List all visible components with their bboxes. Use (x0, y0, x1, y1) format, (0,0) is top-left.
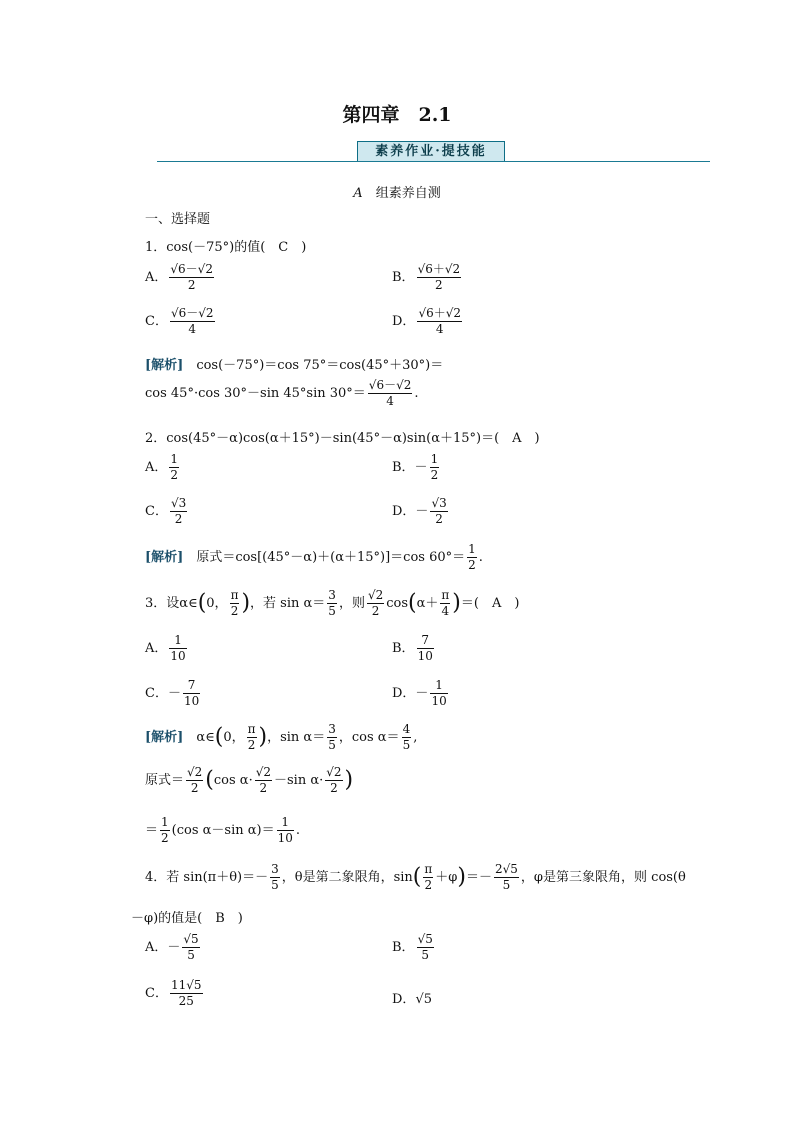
denominator: 10 (277, 831, 293, 845)
denominator: 4 (386, 394, 394, 408)
paren-left: ( (408, 590, 417, 616)
numerator: 1 (430, 678, 447, 694)
fraction (440, 588, 450, 619)
analysis-text: (cos α－sin α)＝ (171, 823, 275, 838)
fraction (230, 588, 240, 619)
fraction (169, 262, 214, 293)
fraction (423, 862, 433, 893)
header-divider (157, 161, 710, 162)
option-label: A． (145, 270, 168, 285)
q4-stem-line1 (145, 862, 686, 893)
denominator: 10 (183, 694, 200, 708)
analysis-tag: [解析] (145, 730, 184, 745)
numerator: √6－√2 (170, 306, 214, 320)
denominator: 5 (271, 878, 279, 892)
fraction (417, 306, 462, 337)
option-label: D．－ (392, 504, 429, 519)
numerator: √3 (431, 496, 447, 510)
fraction (368, 378, 413, 409)
analysis-text: , (413, 730, 418, 745)
option-label: B．－ (392, 460, 428, 475)
bracket-right: ) (258, 724, 268, 750)
analysis-text: ＝ (145, 823, 159, 838)
bracket-left: ( (197, 590, 207, 616)
denominator: 2 (468, 558, 476, 572)
denominator: 2 (161, 831, 169, 845)
numerator: 1 (161, 815, 169, 829)
option-label: B． (392, 270, 415, 285)
analysis-text: . (414, 386, 419, 401)
denominator: 2 (247, 738, 256, 752)
q3-stem (145, 588, 519, 619)
option-label: A． (145, 460, 168, 475)
numerator: √2 (326, 765, 342, 779)
group-text: 组素养自测 (375, 186, 441, 201)
option-label: C． (145, 314, 168, 329)
q2-analysis (145, 542, 483, 573)
numerator: 1 (170, 452, 179, 466)
fraction (255, 765, 272, 796)
fraction (417, 262, 462, 293)
fraction (430, 452, 440, 483)
analysis-tag: [解析] (145, 358, 184, 373)
analysis-text: α∈ (196, 730, 215, 745)
chapter-title: 第四章 2.1 (342, 104, 452, 126)
stem-text: ＝－ (465, 870, 492, 885)
q2-stem: 2．cos(45°－α)cos(α＋15°)－sin(45°－α)sin(α＋15°)＝( A ) (145, 431, 540, 446)
option-label: C． (145, 986, 168, 1001)
numerator: √6＋√2 (418, 306, 462, 320)
option-label: D． (392, 314, 416, 329)
numerator: √6－√2 (170, 262, 213, 276)
denominator: 5 (187, 948, 195, 962)
q2-option-b (392, 452, 441, 483)
denominator: 2 (430, 468, 439, 482)
q3-option-a (145, 633, 189, 664)
denominator: 5 (402, 738, 411, 752)
denominator: 2 (230, 604, 239, 618)
analysis-text: 原式＝ (145, 773, 185, 788)
section-banner: 素养作业·提技能 (357, 141, 505, 162)
numerator: π (424, 862, 433, 876)
fraction (402, 722, 412, 753)
fraction (186, 765, 203, 796)
option-label: A．－ (145, 940, 181, 955)
q2-option-d (392, 496, 450, 527)
stem-text: ＋φ (435, 870, 458, 885)
fraction (430, 496, 447, 527)
option-label: D．－ (392, 686, 429, 701)
fraction (183, 678, 200, 709)
fraction (170, 306, 215, 337)
denominator: 2 (435, 278, 443, 292)
fraction (170, 496, 187, 527)
analysis-text: cos 45°·cos 30°－sin 45°sin 30°＝ (145, 386, 366, 401)
numerator: 1 (430, 452, 439, 466)
denominator: 2 (259, 781, 268, 795)
stem-text: ，若 sin α＝ (250, 596, 326, 611)
numerator: 3 (328, 722, 336, 736)
fraction (325, 765, 342, 796)
stem-text: α＋ (416, 596, 439, 611)
denominator: 10 (170, 649, 186, 663)
denominator: 2 (424, 878, 433, 892)
q3-analysis-line3 (145, 815, 300, 846)
analysis-text: 原式＝cos[(45°－α)＋(α＋15°)]＝cos 60°＝ (196, 550, 466, 565)
fraction (247, 722, 257, 753)
numerator: 2√5 (495, 862, 518, 876)
stem-text: ＝( A ) (460, 596, 520, 611)
fraction (277, 815, 294, 846)
q3-option-c (145, 678, 202, 709)
denominator: 5 (328, 738, 336, 752)
stem-text: 0， (206, 596, 228, 611)
analysis-text: －sin α· (274, 773, 324, 788)
numerator: π (441, 588, 450, 602)
bracket-right: ) (241, 590, 251, 616)
option-label: B． (392, 940, 415, 955)
option-label: C．－ (145, 686, 181, 701)
option-label: B． (392, 641, 415, 656)
analysis-tag: [解析] (145, 550, 184, 565)
denominator: 2 (190, 781, 199, 795)
stem-text: ，θ是第二象限角，sin (281, 870, 413, 885)
numerator: 1 (169, 633, 186, 649)
denominator: 2 (187, 278, 196, 292)
denominator: 2 (330, 781, 338, 795)
fraction (367, 588, 384, 619)
analysis-text: cos(－75°)＝cos 75°＝cos(45°＋30°)＝ (196, 358, 444, 373)
analysis-text: ，sin α＝ (267, 730, 326, 745)
q1-stem: 1．cos(－75°)的值( C ) (145, 240, 307, 255)
q4-option-d (392, 988, 432, 1007)
fraction (270, 862, 280, 893)
analysis-text: cos α· (213, 773, 253, 788)
fraction (494, 862, 519, 893)
group-label (0, 182, 794, 201)
fraction (430, 678, 447, 709)
paren-right: ) (452, 590, 461, 616)
q4-stem-line2: －φ)的值是( B ) (131, 911, 243, 926)
analysis-text: 0， (223, 730, 245, 745)
denominator: 4 (435, 322, 444, 336)
denominator: 2 (435, 512, 443, 526)
numerator: 1 (468, 542, 476, 556)
numerator: √3 (170, 496, 187, 510)
q1-option-b (392, 262, 463, 293)
fraction (327, 588, 337, 619)
q1-analysis-line2 (145, 378, 419, 409)
stem-text: ，则 (338, 596, 365, 611)
numerator: 3 (271, 862, 279, 876)
numerator: √6＋√2 (417, 262, 461, 276)
numerator: √2 (187, 765, 203, 779)
analysis-text: . (478, 550, 483, 565)
paren-right: ) (344, 767, 354, 793)
stem-text: 3．设α∈ (145, 596, 198, 611)
denominator: 25 (178, 994, 194, 1008)
q3-option-d (392, 678, 450, 709)
denominator: 10 (431, 694, 447, 708)
fraction (160, 815, 170, 846)
numerator: 3 (328, 588, 336, 602)
denominator: 5 (502, 878, 511, 892)
fraction (417, 932, 434, 963)
denominator: 2 (371, 604, 380, 618)
q3-analysis-line1 (145, 722, 417, 753)
fraction (417, 633, 434, 664)
fraction (170, 978, 203, 1009)
option-label: C． (145, 504, 168, 519)
numerator: 7 (417, 633, 434, 649)
fraction (182, 932, 199, 963)
denominator: 2 (170, 468, 179, 482)
q1-option-a (145, 262, 216, 293)
analysis-text: ，cos α＝ (338, 730, 400, 745)
q3-option-b (392, 633, 436, 664)
option-value: √5 (415, 992, 432, 1007)
q2-option-a (145, 452, 181, 483)
denominator: 5 (421, 948, 430, 962)
numerator: π (230, 588, 239, 602)
numerator: 4 (402, 722, 411, 736)
paren-left: ( (205, 767, 214, 793)
fraction (467, 542, 477, 573)
q2-option-c (145, 496, 189, 527)
fraction (169, 452, 179, 483)
stem-text: cos (386, 596, 409, 611)
numerator: √5 (183, 932, 199, 946)
option-label: A． (145, 641, 168, 656)
denominator: 2 (174, 512, 183, 526)
denominator: 10 (417, 649, 433, 663)
bracket-left: ( (214, 724, 224, 750)
q1-option-d (392, 306, 464, 337)
numerator: π (247, 722, 256, 736)
q1-option-c (145, 306, 217, 337)
numerator: 7 (183, 678, 200, 694)
numerator: √2 (255, 765, 271, 779)
q1-analysis-line1 (145, 354, 443, 373)
numerator: √5 (417, 932, 433, 946)
numerator: √6－√2 (368, 378, 412, 392)
fraction (169, 633, 186, 664)
paren-right: ) (457, 864, 466, 890)
stem-text: ，φ是第三象限角，则 cos(θ (520, 870, 686, 885)
numerator: √2 (367, 588, 384, 602)
paren-left: ( (412, 864, 422, 890)
group-letter: A (353, 186, 363, 201)
q4-option-b (392, 932, 436, 963)
analysis-text: . (295, 823, 301, 838)
q4-option-a (145, 932, 202, 963)
denominator: 5 (328, 604, 336, 618)
q4-option-c (145, 978, 205, 1009)
denominator: 4 (188, 322, 197, 336)
part-heading: 一、选择题 (145, 212, 211, 227)
stem-text: 4．若 sin(π＋θ)＝－ (145, 870, 269, 885)
numerator: 1 (277, 815, 294, 831)
numerator: 11√5 (170, 978, 202, 992)
q3-analysis-line2 (145, 765, 353, 796)
option-label: D． (392, 992, 416, 1007)
denominator: 4 (441, 604, 450, 618)
fraction (327, 722, 337, 753)
